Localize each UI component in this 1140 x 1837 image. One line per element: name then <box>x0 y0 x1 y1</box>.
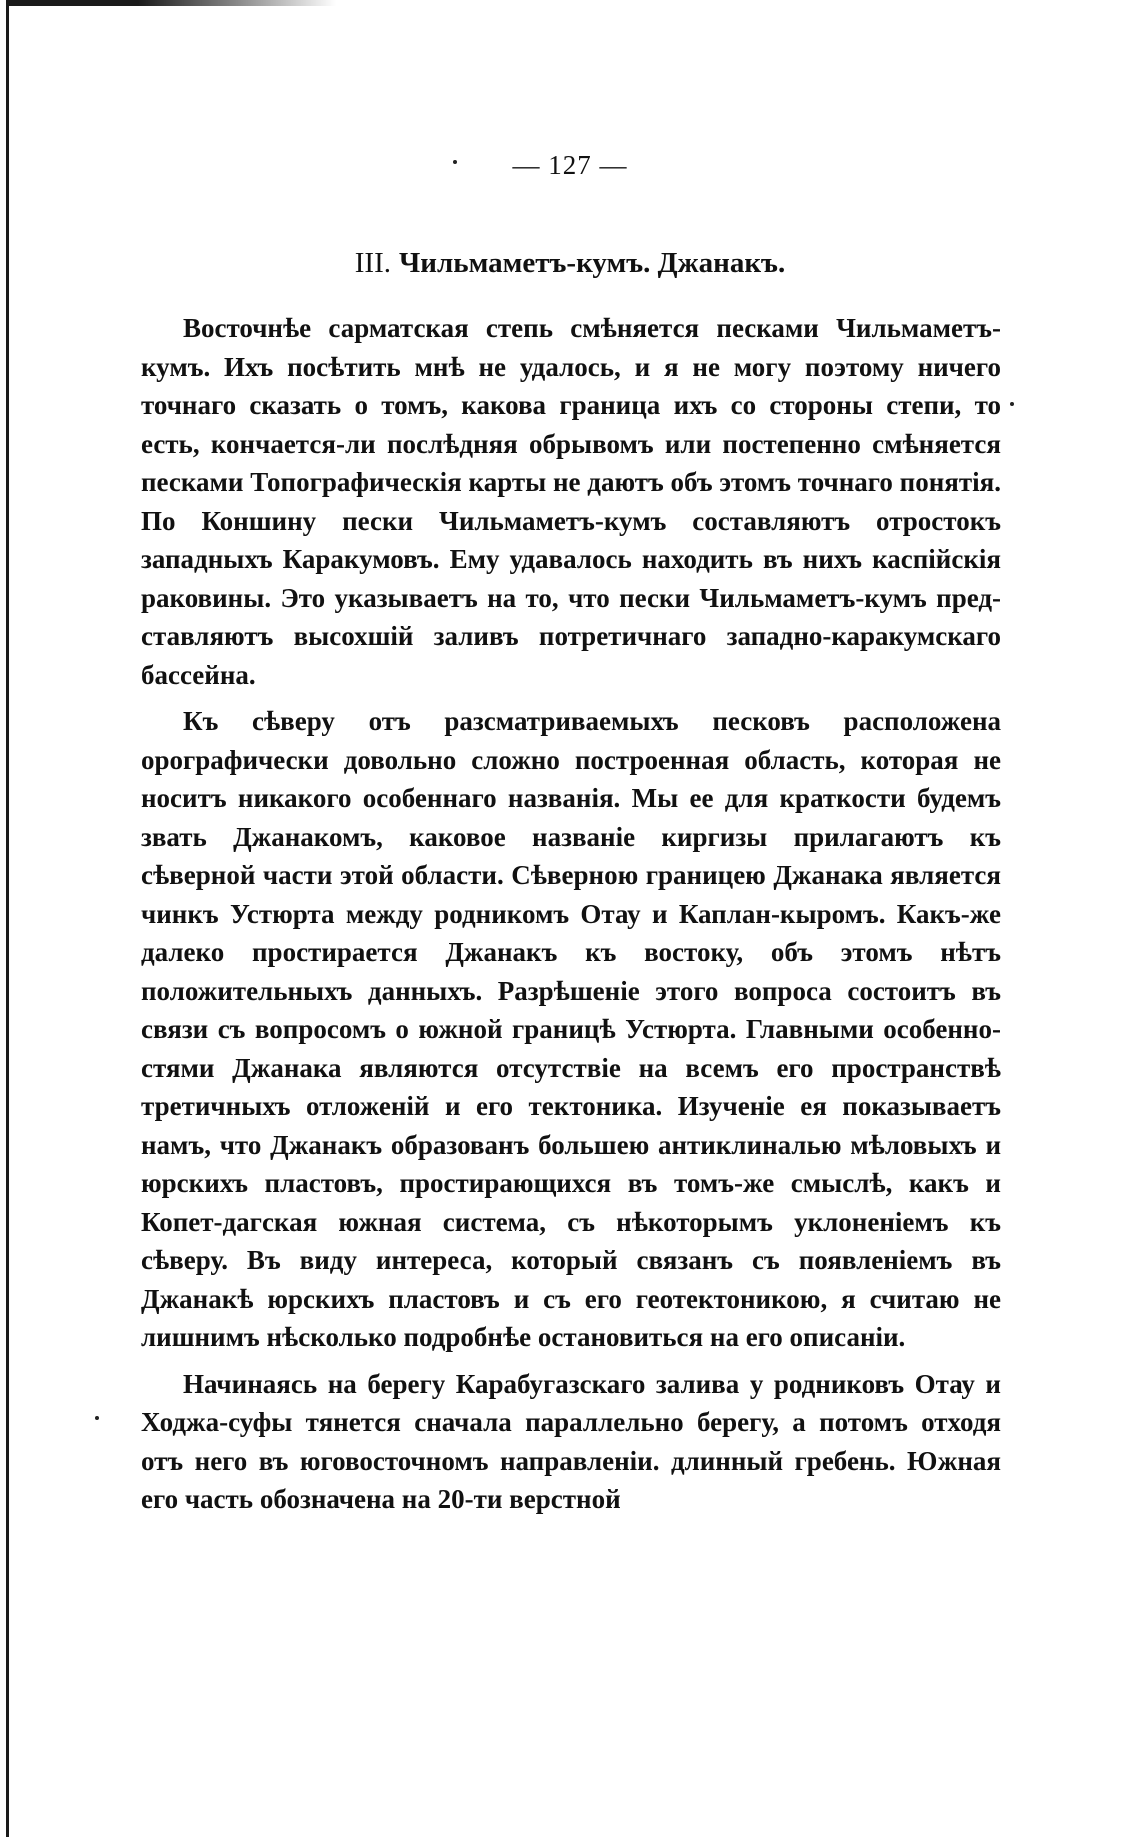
paragraph: Восточнѣе сарматская степь смѣняется песками Чильмаметъ-кумъ. Ихъ посѣтить мнѣ не удалось, и я не могу поэтому ничего точнаго сказать о томъ, какова граница ихъ со стороны степи, то есть, кончается-ли послѣдняя обрывомъ или постепенно смѣняется песками Топографическія карты не даютъ объ этомъ точнаго понятія. По Коншину пески Чильмаметъ-кумъ составляютъ отростокъ западныхъ Каракумовъ. Ему удавалось находить въ нихъ каспійскія раковины. Это указываетъ на то, что пески Чильмаметъ-кумъ представляютъ высохшій заливъ потретичнаго западно-каракумскаго бассейна. <box>141 313 1001 690</box>
paragraph: Къ сѣверу отъ разсматриваемыхъ песковъ расположена орографически довольно сложно построенная область, которая не носитъ никакого особеннаго названія. Мы ее для краткости будемъ звать Джанакомъ, каковое названіе киргизы прилагаютъ къ сѣверной части этой области. Сѣверною границею Джанака является чинкъ Устюрта между родникомъ Отау и Каплан-кыромъ. Какъ-же далеко простирается Джанакъ къ востоку, объ этомъ нѣтъ положительныхъ данныхъ. Разрѣшеніе этого вопроса состоитъ въ связи съ вопросомъ о южной границѣ Устюрта. Главными особенностями Джанака являются отсутствіе на всемъ его пространствѣ третичныхъ отложеній и его тектоника. Изученіе ея показываетъ намъ, что Джанакъ образованъ большею антиклиналью мѣловыхъ и юрскихъ пластовъ, простирающихся въ томъ-же смыслѣ, какъ и Копет-дагская южная система, съ нѣкоторымъ уклоненіемъ къ сѣверу. Въ виду интереса, который связанъ съ появленіемъ въ Джанакѣ юрскихъ пластовъ и съ его геотектоникою, я считаю не лишнимъ нѣсколько подробнѣе остановиться на его описаніи. <box>141 706 1001 1352</box>
chapter-title <box>0 247 1140 280</box>
scan-speck <box>1010 402 1014 406</box>
scan-speck <box>95 1416 99 1420</box>
page-number: — 127 — <box>512 150 628 180</box>
scan-border-top <box>6 0 336 6</box>
chapter-heading: Чильмаметъ-кумъ. Джанакъ. <box>399 247 786 279</box>
chapter-numeral: III. <box>354 247 391 279</box>
paragraph: Начинаясь на берегу Карабугазскаго залива у родниковъ Отау и Ходжа-суфы тянется сначала параллельно берегу, а потомъ отходя отъ него въ юговосточномъ направленіи. длинный гребень. Южная его часть обозначена на 20-ти верстной <box>141 1368 1001 1514</box>
body-text <box>141 309 1001 1527</box>
